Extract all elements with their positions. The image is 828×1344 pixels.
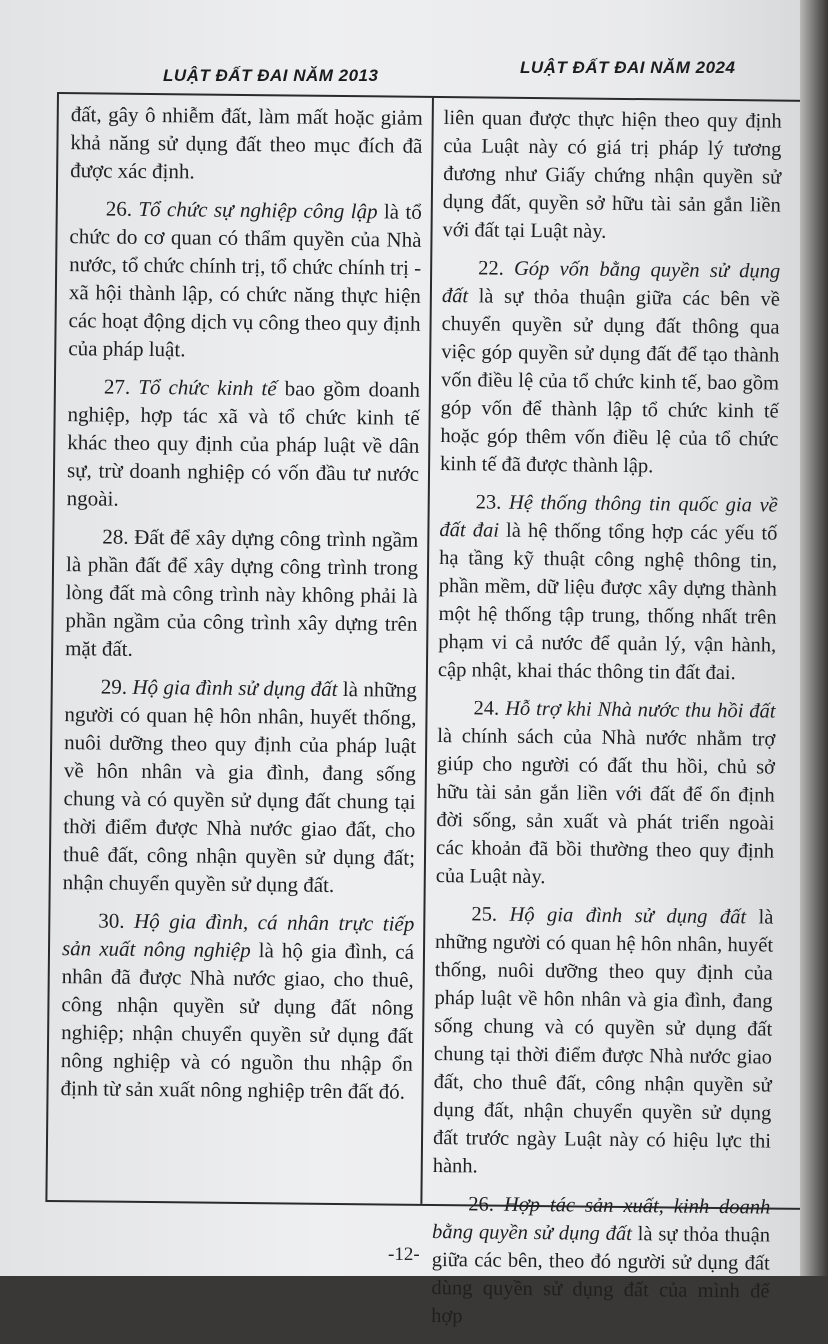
definition-text: là sự thỏa thuận giữa các bên, theo đó người sử dụng đất dùng quyền sử dụng đất của mình để hợp bbox=[431, 1223, 771, 1328]
left-header-title: LUẬT ĐẤT ĐAI NĂM 2013 bbox=[163, 66, 379, 85]
definition-text: là hộ gia đình, cá nhân đã được Nhà nước giao, cho thuê, công nhận quyền sử dụng đất nông nghiệp; nhận chuyển quyền sử dụng đất nông nghiệp và có nguồn thu nhập ổn định từ sản xuất nông nghiệp trên đất đó. bbox=[60, 938, 415, 1104]
definition-text: là hệ thống tổng hợp các yếu tố hạ tầng kỹ thuật công nghệ thông tin, phần mềm, dữ liệu được xây dựng thành một hệ thống tập trung, thống nhất trên phạm vi cả nước để quản lý, vận hành, cập nhật, khai thác thông tin đất đai. bbox=[437, 519, 778, 685]
right-column-2024 bbox=[431, 104, 782, 1343]
left-article-27 bbox=[67, 372, 420, 516]
article-number: 30. bbox=[98, 908, 135, 933]
defined-term: Hệ thống thông tin quốc gia về đất đai bbox=[439, 491, 778, 542]
definition-text: là những người có quan hệ hôn nhân, huyết thống, nuôi dưỡng theo quy định của pháp luật về hôn nhân và gia đình, đang sống chung và có quyền sử dụng đất chung tại thời điểm được Nhà nước giao đất, cho thuê đất, công nhận quyền sử dụng đất, nhận chuyển quyền sử dụng đất trước ngày Luật này có hiệu lực thi hành. bbox=[432, 906, 774, 1178]
right-article-23 bbox=[438, 488, 778, 688]
left-column-2013 bbox=[60, 100, 423, 1116]
defined-term: Hộ gia đình sử dụng đất bbox=[132, 674, 338, 701]
defined-term: Tổ chức kinh tế bbox=[138, 374, 277, 401]
defined-term: Góp vốn bằng quyền sử dụng đất bbox=[441, 257, 781, 308]
left-article-30 bbox=[60, 906, 414, 1106]
defined-term: Hỗ trợ khi Nhà nước thu hồi đất bbox=[505, 697, 776, 723]
definition-text: là những người có quan hệ hôn nhân, huyết thống, nuôi dưỡng theo quy định của pháp luật về hôn nhân và gia đình, đang sống chung và có quyền sử dụng đất chung tại thời điểm được Nhà nước giao đất, cho thuê đất, công nhận quyền sử dụng đất; nhận chuyển quyền sử dụng đất. bbox=[62, 676, 417, 897]
page-number: -12- bbox=[388, 1244, 420, 1265]
article-number: 26. bbox=[105, 196, 139, 221]
left-article-28: 28. Đất để xây dựng công trình ngầm là phần đất để xây dựng công trình trong lòng đất mà công trình này không phải là phần ngầm của công trình xây dựng trên mặt đất. bbox=[65, 524, 419, 661]
defined-term: Hợp tác sản xuất, kinh doanh bằng quyền sử dụng đất bbox=[431, 1193, 771, 1246]
right-article-24 bbox=[436, 694, 776, 894]
article-number: 29. bbox=[100, 674, 133, 699]
definition-text: là tổ chức do cơ quan có thẩm quyền của Nhà nước, tổ chức chính trị, tổ chức chính trị - xã hội thành lập, có chức năng thực hiện các hoạt động dịch vụ công theo quy định của pháp luật. bbox=[68, 199, 422, 362]
right-article-22 bbox=[440, 254, 780, 482]
right-article-25 bbox=[433, 900, 774, 1184]
definition-text: là sự thỏa thuận giữa các bên về chuyển quyền sử dụng đất thông qua việc góp quyền sử dụng đất để tạo thành vốn điều lệ của tổ chức kinh tế, bao gồm góp vốn để thành lập tổ chức kinh tế hoặc góp thêm vốn điều lệ của tổ chức kinh tế đã được thành lập. bbox=[440, 285, 780, 478]
article-number: 27. bbox=[103, 374, 139, 399]
defined-term: Hộ gia đình sử dụng đất bbox=[509, 903, 747, 929]
right-article-26 bbox=[431, 1190, 770, 1334]
book-page-edge bbox=[800, 0, 828, 1276]
article-number: 22. bbox=[478, 257, 515, 280]
left-article-26 bbox=[68, 194, 422, 366]
article-number: 23. bbox=[475, 491, 510, 514]
definition-text: là chính sách của Nhà nước nhằm trợ giúp cho người có đất thu hồi, chủ sở hữu tài sản gắn liền với đất để ổn định đời sống, sản xuất và phát triển ngoài các khoản đã bồi thường theo quy định của Luật này. bbox=[435, 725, 776, 889]
column-divider bbox=[420, 98, 434, 1204]
left-article-29 bbox=[63, 672, 417, 900]
definition-text: bao gồm doanh nghiệp, hợp tác xã và tổ chức kinh tế khác theo quy định của pháp luật về dân sự, trừ doanh nghiệp có vốn đầu tư nước ngoài. bbox=[66, 376, 421, 511]
right-paragraph-continuation: liên quan được thực hiện theo quy định của Luật này có giá trị pháp lý tương đương như Giấy chứng nhận quyền sử dụng đất, quyền sở hữu tài sản gắn liền với đất tại Luật này. bbox=[442, 107, 782, 243]
article-number: 24. bbox=[473, 697, 506, 720]
defined-term: Hộ gia đình, cá nhân trực tiếp sản xuất nông nghiệp bbox=[61, 908, 415, 963]
defined-term: Tổ chức sự nghiệp công lập bbox=[138, 196, 378, 224]
article-number: 25. bbox=[471, 903, 510, 926]
right-header-title: LUẬT ĐẤT ĐAI NĂM 2024 bbox=[520, 58, 736, 77]
article-number: 26. bbox=[468, 1193, 505, 1216]
left-paragraph-continuation: đất, gây ô nhiễm đất, làm mất hoặc giảm khả năng sử dụng đất theo mục đích đã được xác định. bbox=[70, 102, 423, 184]
